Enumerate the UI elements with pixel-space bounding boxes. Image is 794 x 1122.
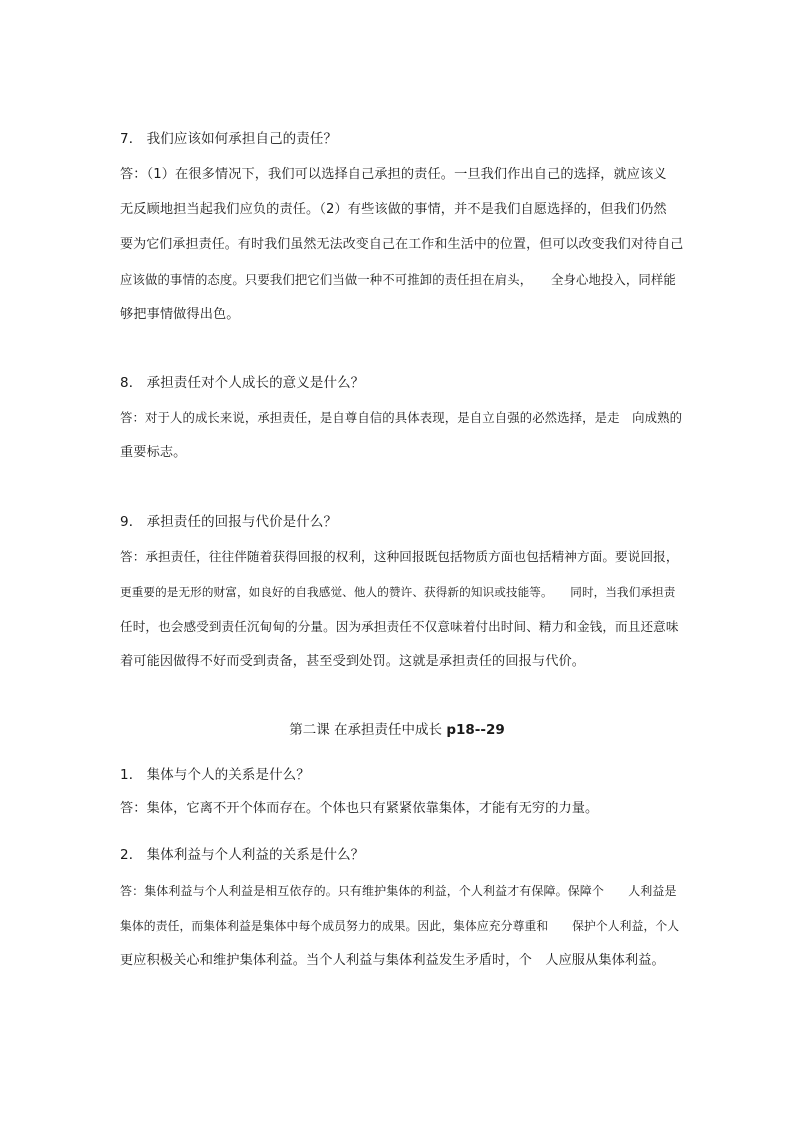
- q9-answer-line: 更重要的是无形的财富，如良好的自我感觉、他人的赞许、获得新的知识或技能等。 同时，当我们承担责: [120, 585, 676, 599]
- q7-answer-line: 应该做的事情的态度。只要我们把它们当做一种不可推卸的责任担在肩头， 全身心地投入，同样能: [120, 272, 676, 287]
- q9-answer-line: 任时，也会感受到责任沉甸甸的分量。因为承担责任不仅意味着付出时间、精力和金钱，而且还意味: [120, 619, 679, 634]
- q7-answer-line: 答：（1）在很多情况下，我们可以选择自己承担的责任。一旦我们作出自己的选择，就应该义: [120, 167, 667, 182]
- q9-question: 9． 承担责任的回报与代价是什么？: [120, 514, 338, 530]
- q8-question: 8． 承担责任对个人成长的意义是什么？: [120, 375, 365, 391]
- lesson-title-pages: p18--29: [446, 722, 505, 738]
- q7-answer-line: 无反顾地担当起我们应负的责任。（2）有些该做的事情，并不是我们自愿选择的，但我们仍然: [120, 202, 667, 217]
- q7-answer-line: 要为它们承担责任。有时我们虽然无法改变自己在工作和生活中的位置，但可以改变我们对待自己: [120, 237, 684, 252]
- q9-answer-line: 着可能因做得不好而受到责备，甚至受到处罚。这就是承担责任的回报与代价。: [120, 654, 586, 669]
- l2q1-question: 1． 集体与个人的关系是什么？: [120, 767, 310, 783]
- l2q2-question: 2． 集体利益与个人利益的关系是什么？: [120, 847, 365, 863]
- q8-answer-line: 重要标志。: [120, 445, 187, 460]
- l2q2-answer-line: 更应积极关心和维护集体利益。当个人利益与集体利益发生矛盾时，个 人应服从集体利益。: [120, 953, 665, 968]
- l2q1-answer-line: 答：集体，它离不开个体而存在。个体也只有紧紧依靠集体，才能有无穷的力量。: [120, 801, 599, 816]
- lesson-title-text: 第二课 在承担责任中成长: [289, 722, 447, 738]
- l2q2-answer-line: 答：集体利益与个人利益是相互依存的。只有维护集体的利益，个人利益才有保障。保障个 人利益是: [120, 884, 677, 898]
- lesson-title: [0, 721, 794, 739]
- q7-answer-line: 够把事情做得出色。: [120, 307, 240, 322]
- q9-answer-line: 答：承担责任，往往伴随着获得回报的权利，这种回报既包括物质方面也包括精神方面。要说回报，: [120, 549, 679, 564]
- q8-answer-line: 答：对于人的成长来说，承担责任，是自尊自信的具体表现，是自立自强的必然选择，是走 向成熟的: [120, 410, 683, 425]
- l2q2-answer-line: 集体的责任，而集体利益是集体中每个成员努力的成果。因此，集体应充分尊重和 保护个人利益，个人: [120, 919, 680, 933]
- q7-question: 7． 我们应该如何承担自己的责任？: [120, 131, 338, 147]
